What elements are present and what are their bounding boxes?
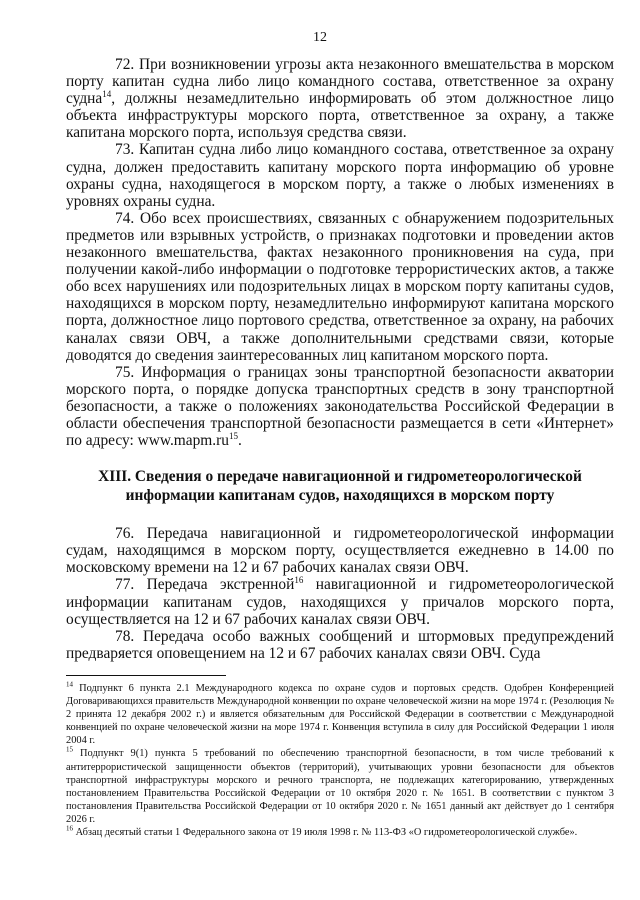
paragraph-74: [66, 210, 614, 364]
paragraph-75: [66, 364, 614, 449]
paragraph-text: 78. Передача особо важных сообщений и штормовых предупреждений предваряется оповещением на 12 и 67 рабочих каналах связи ОВЧ. Суда: [66, 627, 614, 662]
footnote-separator: [66, 675, 226, 676]
paragraph-text: 76. Передача навигационной и гидрометеорологической информации судам, находящимся в морском порту, осуществляется ежедневно в 14.00 по московскому времени на 12 и 67 рабочих каналах связи ОВЧ.: [66, 525, 614, 577]
footnote-ref-14: 14: [102, 89, 112, 100]
main-text: [66, 56, 614, 662]
paragraph-76: [66, 525, 614, 576]
footnote-15: [66, 747, 614, 826]
footnote-ref-15: 15: [228, 430, 238, 441]
footnote-14: [66, 682, 614, 747]
footnote-mark: 15: [66, 746, 73, 754]
footnote-16: [66, 826, 614, 839]
footnote-text: Абзац десятый статьи 1 Федерального закона от 19 июля 1998 г. № 113-ФЗ «О гидрометеорологической службе».: [73, 827, 578, 839]
section-title: XIII. Сведения о передаче навигационной и гидрометеорологической информации капитанам судов, находящихся в морском порту: [98, 468, 582, 505]
paragraph-text-cont: .: [237, 432, 242, 450]
paragraph-text-cont: навигационной и гидрометеорологической информации капитанам судов, находящихся у причалов морского порта, осуществляется на 12 и 67 рабочих каналах связи ОВЧ.: [66, 576, 614, 628]
footnote-mark: 16: [66, 824, 73, 833]
paragraph-72: [66, 56, 614, 141]
paragraph-78: [66, 628, 614, 662]
footnote-mark: 14: [66, 680, 73, 689]
footnote-text: Подпункт 9(1) пункта 5 требований по обеспечению транспортной безопасности, в том числе требований к антитеррористической защищенности объектов (территорий), учитывающих уровни безопасности для объектов транспортной инфраструктуры морского и речного транспорта, не подлежащих категорированию, утвержденных постановлением Правительства Российской Федерации от 10 октября 2020 г. № 1651. В соответствии с пунктом 3 постановления Правительства Российской Федерации от 10 октября 2020 г. № 1651 данный акт действует до 1 сентября 2026 г.: [66, 748, 614, 825]
paragraph-text: 77. Передача экстренной: [115, 576, 295, 594]
paragraph-text: 73. Капитан судна либо лицо командного состава, ответственное за охрану судна, должен предоставить капитану морского порта информацию об уровне охраны судна, находящегося в морском порту, а также о любых изменениях в уровнях охраны судна.: [66, 141, 614, 210]
page-number: 12: [313, 30, 327, 45]
paragraph-text-cont: , должны незамедлительно информировать об этом должностное лицо объекта инфраструктуры морского порта, ответственное за охрану, а также капитана морского порта, используя средства связи.: [66, 90, 614, 142]
paragraph-text: 75. Информация о границах зоны транспортной безопасности акватории морского порта, о порядке допуска транспортных средств в зону транспортной безопасности, а также о положениях законодательства Российской Федерации в области обеспечения транспортной безопасности размещается в сети «Интернет» по адресу: www.mapm.ru: [66, 363, 614, 450]
paragraph-text: 74. Обо всех происшествиях, связанных с обнаружением подозрительных предметов или взрывных устройств, о признаках подготовки и проведении актов незаконного вмешательства, фактах незаконного проникновения на суда, при получении какой-либо информации о подготовке террористических актов, а также обо всех нарушениях или подозрительных лицах в морском порту капитаны судов, находящихся в морском порту, незамедлительно информируют капитана морского порта, должностное лицо портового средства, ответственное за охрану, на рабочих каналах связи ОВЧ, а также дополнительными средствами связи, которые доводятся до сведения заинтересованных лиц капитаном морского порта.: [66, 209, 614, 364]
footnote-ref-16: 16: [294, 575, 304, 586]
paragraph-77: [66, 576, 614, 627]
footnote-text: Подпункт 6 пункта 2.1 Международного кодекса по охране судов и портовых средств. Одобрен Конференцией Договаривающихся правительств Международной конвенции по охране человеческой жизни на море 1974 г. (Резолюция № 2 принята 12 декабря 2002 г.) и является обязательным для Российской Федерации в соответствии с Международной конвенцией по охране человеческой жизни на море 1974 г. Конвенция вступила в силу для Российской Федерации 1 июля 2004 г.: [66, 683, 614, 747]
paragraph-text: 72. При возникновении угрозы акта незаконного вмешательства в морском порту капитан судна либо лицо командного состава, ответственное за охрану судна: [66, 56, 614, 108]
paragraph-73: [66, 141, 614, 209]
footnotes: [66, 682, 614, 839]
